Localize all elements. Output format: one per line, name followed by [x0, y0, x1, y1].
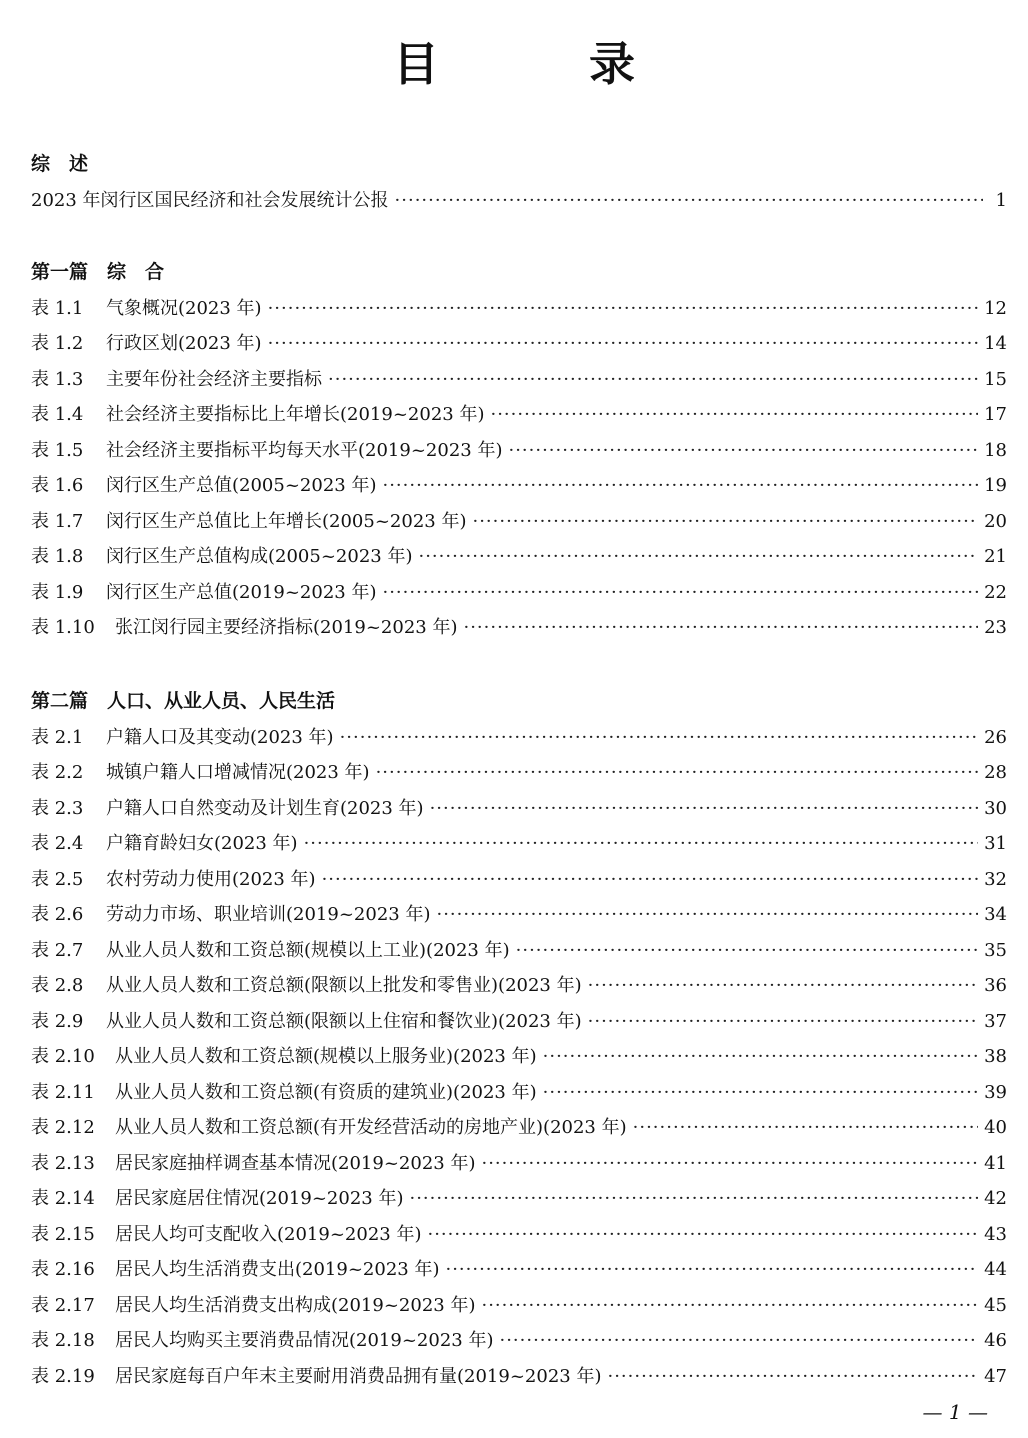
- entry-title: 闵行区生产总值比上年增长(2005~2023 年): [106, 510, 467, 532]
- entry-title: 居民家庭抽样调查基本情况(2019~2023 年): [115, 1152, 476, 1174]
- entry-number: 表 2.5: [31, 868, 84, 890]
- entry-number: 表 2.18: [31, 1330, 95, 1351]
- entry-page: 30: [984, 797, 1007, 819]
- toc-entry[interactable]: [31, 575, 1007, 611]
- entry-number: 表 1.2: [31, 333, 84, 354]
- dot-leader: [427, 1217, 978, 1253]
- toc-entry[interactable]: [31, 468, 1007, 504]
- entry-page: 23: [984, 617, 1007, 638]
- entry-title: 从业人员人数和工资总额(规模以上工业)(2023 年): [106, 939, 510, 961]
- toc-list: [31, 291, 1007, 646]
- toc-entry[interactable]: [31, 610, 1007, 646]
- entry-title: 气象概况(2023 年): [106, 297, 262, 319]
- entry-page: 45: [984, 1294, 1007, 1316]
- table-of-contents: [31, 145, 1007, 1394]
- entry-number: 表 1.1: [31, 297, 84, 319]
- entry-title: 居民人均生活消费支出构成(2019~2023 年): [115, 1294, 476, 1316]
- dot-leader: [409, 1181, 978, 1217]
- toc-entry[interactable]: [31, 1110, 1007, 1146]
- dot-leader: [418, 539, 978, 575]
- entry-page: 15: [984, 368, 1007, 390]
- entry-number: 表 2.13: [31, 1152, 95, 1174]
- entry-title: 从业人员人数和工资总额(规模以上服务业)(2023 年): [115, 1046, 537, 1067]
- toc-entry[interactable]: [31, 1075, 1007, 1111]
- entry-title: 城镇户籍人口增减情况(2023 年): [106, 762, 370, 783]
- dot-leader: [472, 504, 978, 540]
- toc-entry[interactable]: [31, 362, 1007, 398]
- entry-page: 43: [984, 1223, 1007, 1245]
- entry-title: 张江闵行园主要经济指标(2019~2023 年): [115, 617, 458, 638]
- entry-page: 17: [984, 404, 1007, 425]
- dot-leader: [304, 826, 979, 862]
- entry-title: 主要年份社会经济主要指标: [106, 368, 322, 390]
- toc-list: [31, 720, 1007, 1395]
- entry-page: 22: [984, 581, 1007, 603]
- toc-entry[interactable]: [31, 933, 1007, 969]
- entry-page: 40: [984, 1117, 1007, 1138]
- section-heading: 第一篇 综 合: [31, 260, 165, 283]
- toc-entry[interactable]: [31, 791, 1007, 827]
- dot-leader: [382, 468, 978, 504]
- entry-page: 20: [984, 510, 1007, 532]
- dot-leader: [607, 1359, 978, 1395]
- entry-page: 42: [984, 1188, 1007, 1209]
- entry-number: 表 2.12: [31, 1117, 95, 1138]
- dot-leader: [588, 968, 978, 1004]
- entry-number: 表 2.6: [31, 904, 84, 925]
- toc-entry[interactable]: [31, 1323, 1007, 1359]
- dot-leader: [322, 862, 979, 898]
- entry-title: 从业人员人数和工资总额(限额以上批发和零售业)(2023 年): [106, 975, 582, 996]
- entry-page: 31: [984, 833, 1007, 854]
- toc-entry[interactable]: [31, 826, 1007, 862]
- entry-title: 社会经济主要指标比上年增长(2019~2023 年): [106, 404, 485, 425]
- toc-entry[interactable]: [31, 1217, 1007, 1253]
- entry-page: 19: [984, 475, 1007, 496]
- entry-page: 1: [995, 190, 1007, 211]
- dot-leader: [376, 755, 979, 791]
- entry-page: 46: [984, 1330, 1007, 1351]
- toc-entry[interactable]: [31, 897, 1007, 933]
- toc-entry[interactable]: [31, 1004, 1007, 1040]
- entry-title: 闵行区生产总值构成(2005~2023 年): [106, 546, 413, 567]
- entry-title: 居民人均购买主要消费品情况(2019~2023 年): [115, 1330, 494, 1351]
- entry-title: 户籍人口自然变动及计划生育(2023 年): [106, 797, 424, 819]
- entry-number: 表 1.5: [31, 439, 84, 461]
- entry-title: 从业人员人数和工资总额(有资质的建筑业)(2023 年): [115, 1081, 537, 1103]
- toc-entry[interactable]: [31, 291, 1007, 327]
- toc-entry[interactable]: [31, 433, 1007, 469]
- toc-entry[interactable]: [31, 755, 1007, 791]
- entry-number: 表 2.16: [31, 1259, 95, 1280]
- section-heading: 第二篇 人口、从业人员、人民生活: [31, 689, 336, 712]
- dot-leader: [328, 362, 978, 398]
- toc-entry[interactable]: [31, 504, 1007, 540]
- entry-number: 表 1.9: [31, 581, 84, 603]
- entry-title: 居民家庭居住情况(2019~2023 年): [115, 1188, 404, 1209]
- toc-entry[interactable]: [31, 397, 1007, 433]
- dot-leader: [516, 933, 978, 969]
- toc-entry[interactable]: [31, 1359, 1007, 1395]
- entry-page: 34: [984, 904, 1007, 925]
- toc-entry[interactable]: [31, 1146, 1007, 1182]
- toc-entry[interactable]: [31, 1181, 1007, 1217]
- entry-page: 37: [984, 1010, 1007, 1032]
- entry-number: 表 1.7: [31, 510, 84, 532]
- entry-page: 12: [984, 297, 1007, 319]
- entry-number: 表 2.2: [31, 762, 84, 783]
- dot-leader: [588, 1004, 978, 1040]
- entry-title: 闵行区生产总值(2005~2023 年): [106, 475, 377, 496]
- dot-leader: [633, 1110, 978, 1146]
- page-title: 目 录: [393, 37, 687, 91]
- entry-page: 41: [984, 1152, 1007, 1174]
- dot-leader: [508, 433, 978, 469]
- section-heading: 综 述: [31, 153, 89, 175]
- toc-entry[interactable]: [31, 1288, 1007, 1324]
- entry-title: 从业人员人数和工资总额(有开发经营活动的房地产业)(2023 年): [115, 1117, 627, 1138]
- dot-leader: [543, 1075, 978, 1111]
- toc-entry[interactable]: [31, 862, 1007, 898]
- entry-number: 表 2.3: [31, 797, 84, 819]
- dot-leader: [481, 1288, 978, 1324]
- entry-number: 表 2.11: [31, 1081, 95, 1103]
- dot-leader: [340, 720, 979, 756]
- toc-entry[interactable]: [31, 720, 1007, 756]
- toc-entry[interactable]: [31, 968, 1007, 1004]
- entry-page: 39: [984, 1081, 1007, 1103]
- toc-entry[interactable]: [31, 1252, 1007, 1288]
- entry-title: 居民家庭每百户年末主要耐用消费品拥有量(2019~2023 年): [115, 1365, 602, 1387]
- entry-number: 表 2.17: [31, 1294, 95, 1316]
- entry-title: 从业人员人数和工资总额(限额以上住宿和餐饮业)(2023 年): [106, 1010, 582, 1032]
- dot-leader: [436, 897, 978, 933]
- entry-number: 表 2.4: [31, 833, 84, 854]
- entry-title: 居民人均生活消费支出(2019~2023 年): [115, 1259, 440, 1280]
- entry-page: 32: [984, 868, 1007, 890]
- entry-number: 表 2.1: [31, 726, 84, 748]
- entry-number: 表 2.19: [31, 1365, 95, 1387]
- entry-page: 21: [984, 546, 1007, 567]
- dot-leader: [499, 1323, 978, 1359]
- dot-leader: [463, 610, 978, 646]
- dot-leader: [395, 183, 983, 219]
- entry-number: 表 2.10: [31, 1046, 95, 1067]
- entry-title: 闵行区生产总值(2019~2023 年): [106, 581, 377, 603]
- entry-page: 18: [984, 439, 1007, 461]
- dot-leader: [445, 1252, 978, 1288]
- entry-title: 社会经济主要指标平均每天水平(2019~2023 年): [106, 439, 503, 461]
- dot-leader: [268, 291, 979, 327]
- entry-page: 44: [984, 1259, 1007, 1280]
- entry-number: 表 2.9: [31, 1010, 84, 1032]
- entry-title: 劳动力市场、职业培训(2019~2023 年): [106, 904, 431, 925]
- entry-number: 表 2.15: [31, 1223, 95, 1245]
- section-part1: [31, 253, 1007, 646]
- entry-title: 户籍人口及其变动(2023 年): [106, 726, 334, 748]
- dot-leader: [490, 397, 978, 433]
- entry-number: 表 2.7: [31, 939, 84, 961]
- entry-number: 表 1.3: [31, 368, 84, 390]
- dot-leader: [430, 791, 979, 827]
- entry-title: 行政区划(2023 年): [106, 333, 262, 354]
- entry-page: 38: [984, 1046, 1007, 1067]
- entry-page: 28: [984, 762, 1007, 783]
- entry-page: 35: [984, 939, 1007, 961]
- dot-leader: [543, 1039, 978, 1075]
- entry-title: 农村劳动力使用(2023 年): [106, 868, 316, 890]
- dot-leader: [268, 326, 979, 362]
- page-number: — 1 —: [922, 1400, 988, 1424]
- section-part2: [31, 682, 1007, 1395]
- entry-number: 表 1.6: [31, 475, 84, 496]
- entry-page: 14: [984, 333, 1007, 354]
- toc-entry[interactable]: [31, 539, 1007, 575]
- entry-number: 表 1.4: [31, 404, 84, 425]
- entry-number: 表 2.14: [31, 1188, 95, 1209]
- entry-title: 户籍育龄妇女(2023 年): [106, 833, 298, 854]
- entry-number: 表 1.10: [31, 617, 95, 638]
- dot-leader: [481, 1146, 978, 1182]
- entry-title: 2023 年闵行区国民经济和社会发展统计公报: [31, 190, 389, 211]
- dot-leader: [382, 575, 978, 611]
- toc-entry[interactable]: [31, 183, 1007, 219]
- toc-entry[interactable]: [31, 1039, 1007, 1075]
- section-overview: [31, 145, 1007, 219]
- entry-page: 36: [984, 975, 1007, 996]
- entry-number: 表 2.8: [31, 975, 84, 996]
- entry-page: 26: [984, 726, 1007, 748]
- toc-entry[interactable]: [31, 326, 1007, 362]
- entry-number: 表 1.8: [31, 546, 84, 567]
- entry-page: 47: [984, 1365, 1007, 1387]
- entry-title: 居民人均可支配收入(2019~2023 年): [115, 1223, 422, 1245]
